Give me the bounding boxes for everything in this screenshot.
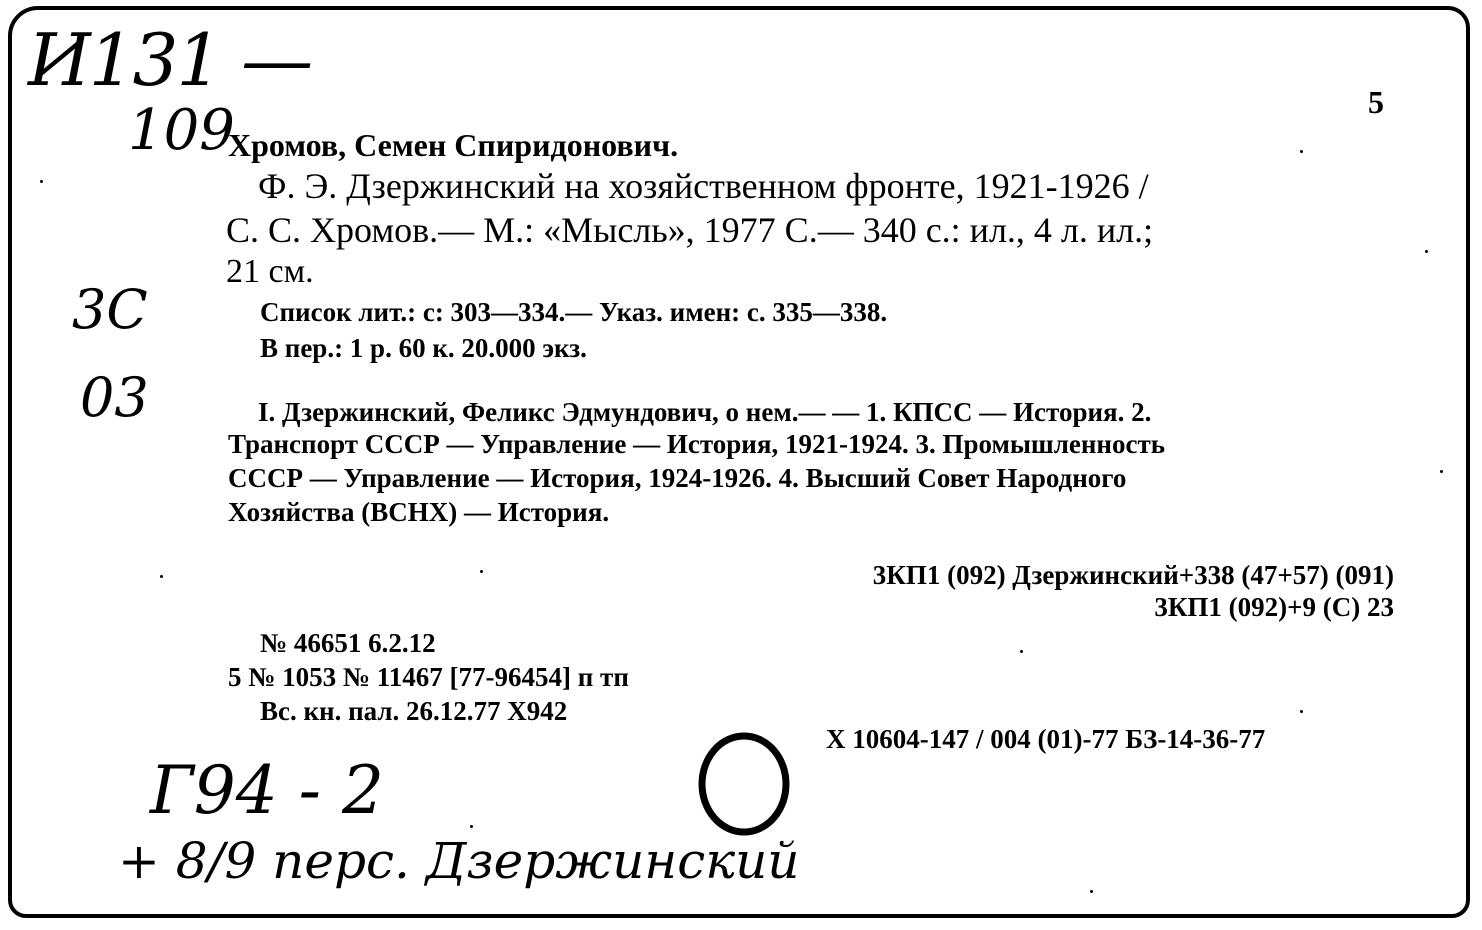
scan-speck bbox=[160, 575, 163, 578]
scan-speck bbox=[1090, 890, 1093, 893]
title-line: С. С. Хромов.— М.: «Мысль», 1977 С.— 340 с.: ил., 4 л. ил.; bbox=[226, 210, 1154, 250]
price-note: В пер.: 1 р. 60 к. 20.000 экз. bbox=[260, 333, 587, 363]
scan-speck bbox=[1300, 710, 1303, 713]
scan-speck bbox=[1020, 650, 1023, 653]
handwritten-margin-code-2: 03 bbox=[80, 366, 149, 429]
scan-speck bbox=[1440, 470, 1443, 473]
subject-line: I. Дзержинский, Феликс Эдмундович, о нем.— — 1. КПСС — История. 2. bbox=[258, 397, 1152, 427]
scan-speck bbox=[1300, 150, 1303, 153]
corner-number: 5 bbox=[1368, 84, 1384, 120]
index-code: Х 10604-147 / 004 (01)-77 БЗ-14-36-77 bbox=[826, 724, 1266, 754]
title-line: 21 см. bbox=[226, 253, 314, 290]
handwritten-call-number-bottom: 109 bbox=[128, 98, 235, 163]
print-info-line: 5 № 1053 № 11467 [77-96454] п тп bbox=[228, 662, 629, 692]
bibliography-note: Список лит.: с: 303—334.— Указ. имен: с. 335—338. bbox=[260, 297, 888, 327]
author-heading: Хромов, Семен Спиридонович. bbox=[228, 127, 679, 163]
subject-line: Хозяйства (ВСНХ) — История. bbox=[228, 497, 610, 527]
punch-hole bbox=[690, 728, 800, 840]
subject-line: Транспорт СССР — Управление — История, 1921-1924. 3. Промышленность bbox=[228, 429, 1165, 459]
print-info-line: Вс. кн. пал. 26.12.77 Х942 bbox=[260, 696, 568, 726]
scan-speck bbox=[1425, 250, 1428, 253]
handwritten-bottom-note: + 8/9 перс. Дзержинский bbox=[118, 832, 800, 890]
scan-speck bbox=[480, 570, 483, 573]
classification-line: 3КП1 (092)+9 (С) 23 bbox=[1154, 592, 1394, 622]
handwritten-call-number-top: И131 — bbox=[28, 18, 312, 102]
title-line: Ф. Э. Дзержинский на хозяйственном фронте, 1921-1926 / bbox=[258, 166, 1149, 206]
handwritten-margin-code-1: 3С bbox=[72, 278, 148, 341]
print-info-line: № 46651 6.2.12 bbox=[260, 628, 436, 658]
subject-line: СССР — Управление — История, 1924-1926. 4. Высший Совет Народного bbox=[228, 463, 1127, 493]
scan-speck bbox=[470, 825, 473, 828]
handwritten-bottom-code: Г94 - 2 bbox=[150, 752, 384, 829]
classification-line: 3КП1 (092) Дзержинский+338 (47+57) (091) bbox=[872, 560, 1394, 590]
scan-speck bbox=[40, 180, 43, 183]
